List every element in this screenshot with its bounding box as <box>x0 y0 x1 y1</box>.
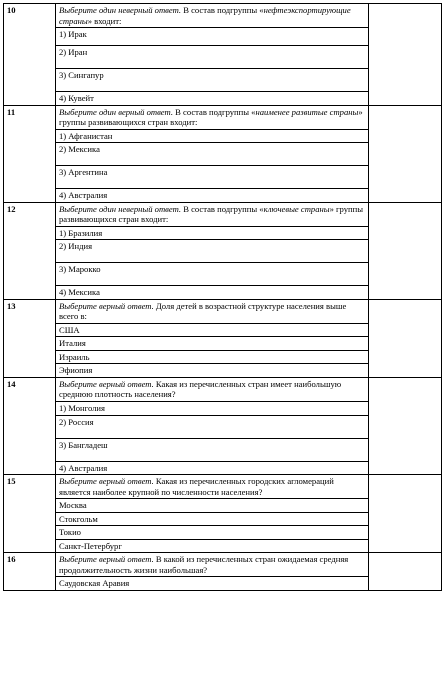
question-number: 11 <box>4 105 56 202</box>
question-number: 10 <box>4 4 56 106</box>
answer-option: 4) Мексика <box>56 286 369 300</box>
answer-option: 1) Афганистан <box>56 129 369 143</box>
answer-cell[interactable] <box>369 553 442 591</box>
question-text <box>56 105 369 129</box>
answer-cell[interactable] <box>369 475 442 553</box>
question-row <box>4 299 442 323</box>
answer-option: 3) Бангладеш <box>56 438 369 461</box>
answer-cell[interactable] <box>369 105 442 202</box>
answer-option: 4) Кувейт <box>56 92 369 106</box>
question-subgroup-name: наименее развитые страны <box>255 106 359 117</box>
question-body: В какой из перечисленных стран ожидаемая средняя продолжительность жизни наибольшая? <box>59 554 349 575</box>
question-body: Доля детей в возрастной структуре населения выше всего в: <box>59 300 347 321</box>
answer-option: 3) Марокко <box>56 263 369 286</box>
question-body-end: » входит: <box>87 15 122 26</box>
question-instruction: Выберите верный ответ. <box>59 476 154 486</box>
question-body: Какая из перечисленных городских агломераций является наиболее крупной по численности населения? <box>59 476 334 497</box>
question-body: В состав подгруппы « <box>181 203 264 214</box>
question-instruction: Выберите верный ответ. <box>59 554 154 564</box>
question-row <box>4 475 442 499</box>
answer-option: 2) Россия <box>56 415 369 438</box>
question-text <box>56 4 369 28</box>
answer-option: 4) Австралия <box>56 461 369 475</box>
question-row <box>4 4 442 28</box>
answer-option: 1) Монголия <box>56 401 369 415</box>
question-body-end: » группы развивающихся стран входит: <box>59 203 364 224</box>
question-body: В состав подгруппы « <box>172 106 256 117</box>
answer-option: 1) Ирак <box>56 28 369 46</box>
answer-option: Москва <box>56 499 369 513</box>
question-text <box>56 553 369 577</box>
question-text <box>56 377 369 401</box>
question-instruction: Выберите один верный ответ. <box>59 106 173 117</box>
question-number: 15 <box>4 475 56 553</box>
question-instruction: Выберите верный ответ. <box>59 300 154 311</box>
question-number: 12 <box>4 202 56 299</box>
answer-option: Токио <box>56 526 369 540</box>
question-instruction: Выберите один неверный ответ. <box>59 203 182 214</box>
question-number: 16 <box>4 553 56 591</box>
question-row <box>4 105 442 129</box>
question-text <box>56 475 369 499</box>
question-subgroup-name: нефтеэкспортирующие страны <box>59 5 351 26</box>
answer-option: 4) Австралия <box>56 189 369 203</box>
answer-cell[interactable] <box>369 377 442 475</box>
answer-option: 3) Сингапур <box>56 69 369 92</box>
answer-option: 2) Иран <box>56 46 369 69</box>
question-text <box>56 299 369 323</box>
question-body: Какая из перечисленных стран имеет наибольшую среднюю плотность населения? <box>59 378 342 399</box>
questions-table <box>3 3 442 591</box>
answer-option: 1) Бразилия <box>56 226 369 240</box>
question-row <box>4 553 442 577</box>
answer-cell[interactable] <box>369 299 442 377</box>
question-number: 13 <box>4 299 56 377</box>
question-row <box>4 377 442 401</box>
answer-option: Италия <box>56 337 369 351</box>
question-instruction: Выберите верный ответ. <box>59 378 154 389</box>
answer-option: Эфиопия <box>56 364 369 378</box>
question-number: 14 <box>4 377 56 475</box>
answer-option: 2) Индия <box>56 240 369 263</box>
answer-option: 3) Аргентина <box>56 166 369 189</box>
answer-option: Стокгольм <box>56 512 369 526</box>
questions-table-body <box>4 4 442 591</box>
answer-cell[interactable] <box>369 202 442 299</box>
answer-option: Санкт-Петербург <box>56 539 369 553</box>
question-text <box>56 202 369 226</box>
question-subgroup-name: ключевые страны <box>263 203 330 214</box>
answer-option: 2) Мексика <box>56 143 369 166</box>
question-row <box>4 202 442 226</box>
question-instruction: Выберите один неверный ответ. <box>59 5 182 15</box>
answer-option: США <box>56 323 369 337</box>
answer-cell[interactable] <box>369 4 442 106</box>
answer-option: Израиль <box>56 350 369 364</box>
answer-option: Саудовская Аравия <box>56 577 369 591</box>
question-body-end: » группы развивающихся стран входит: <box>59 106 363 127</box>
question-body: В состав подгруппы « <box>181 5 264 15</box>
